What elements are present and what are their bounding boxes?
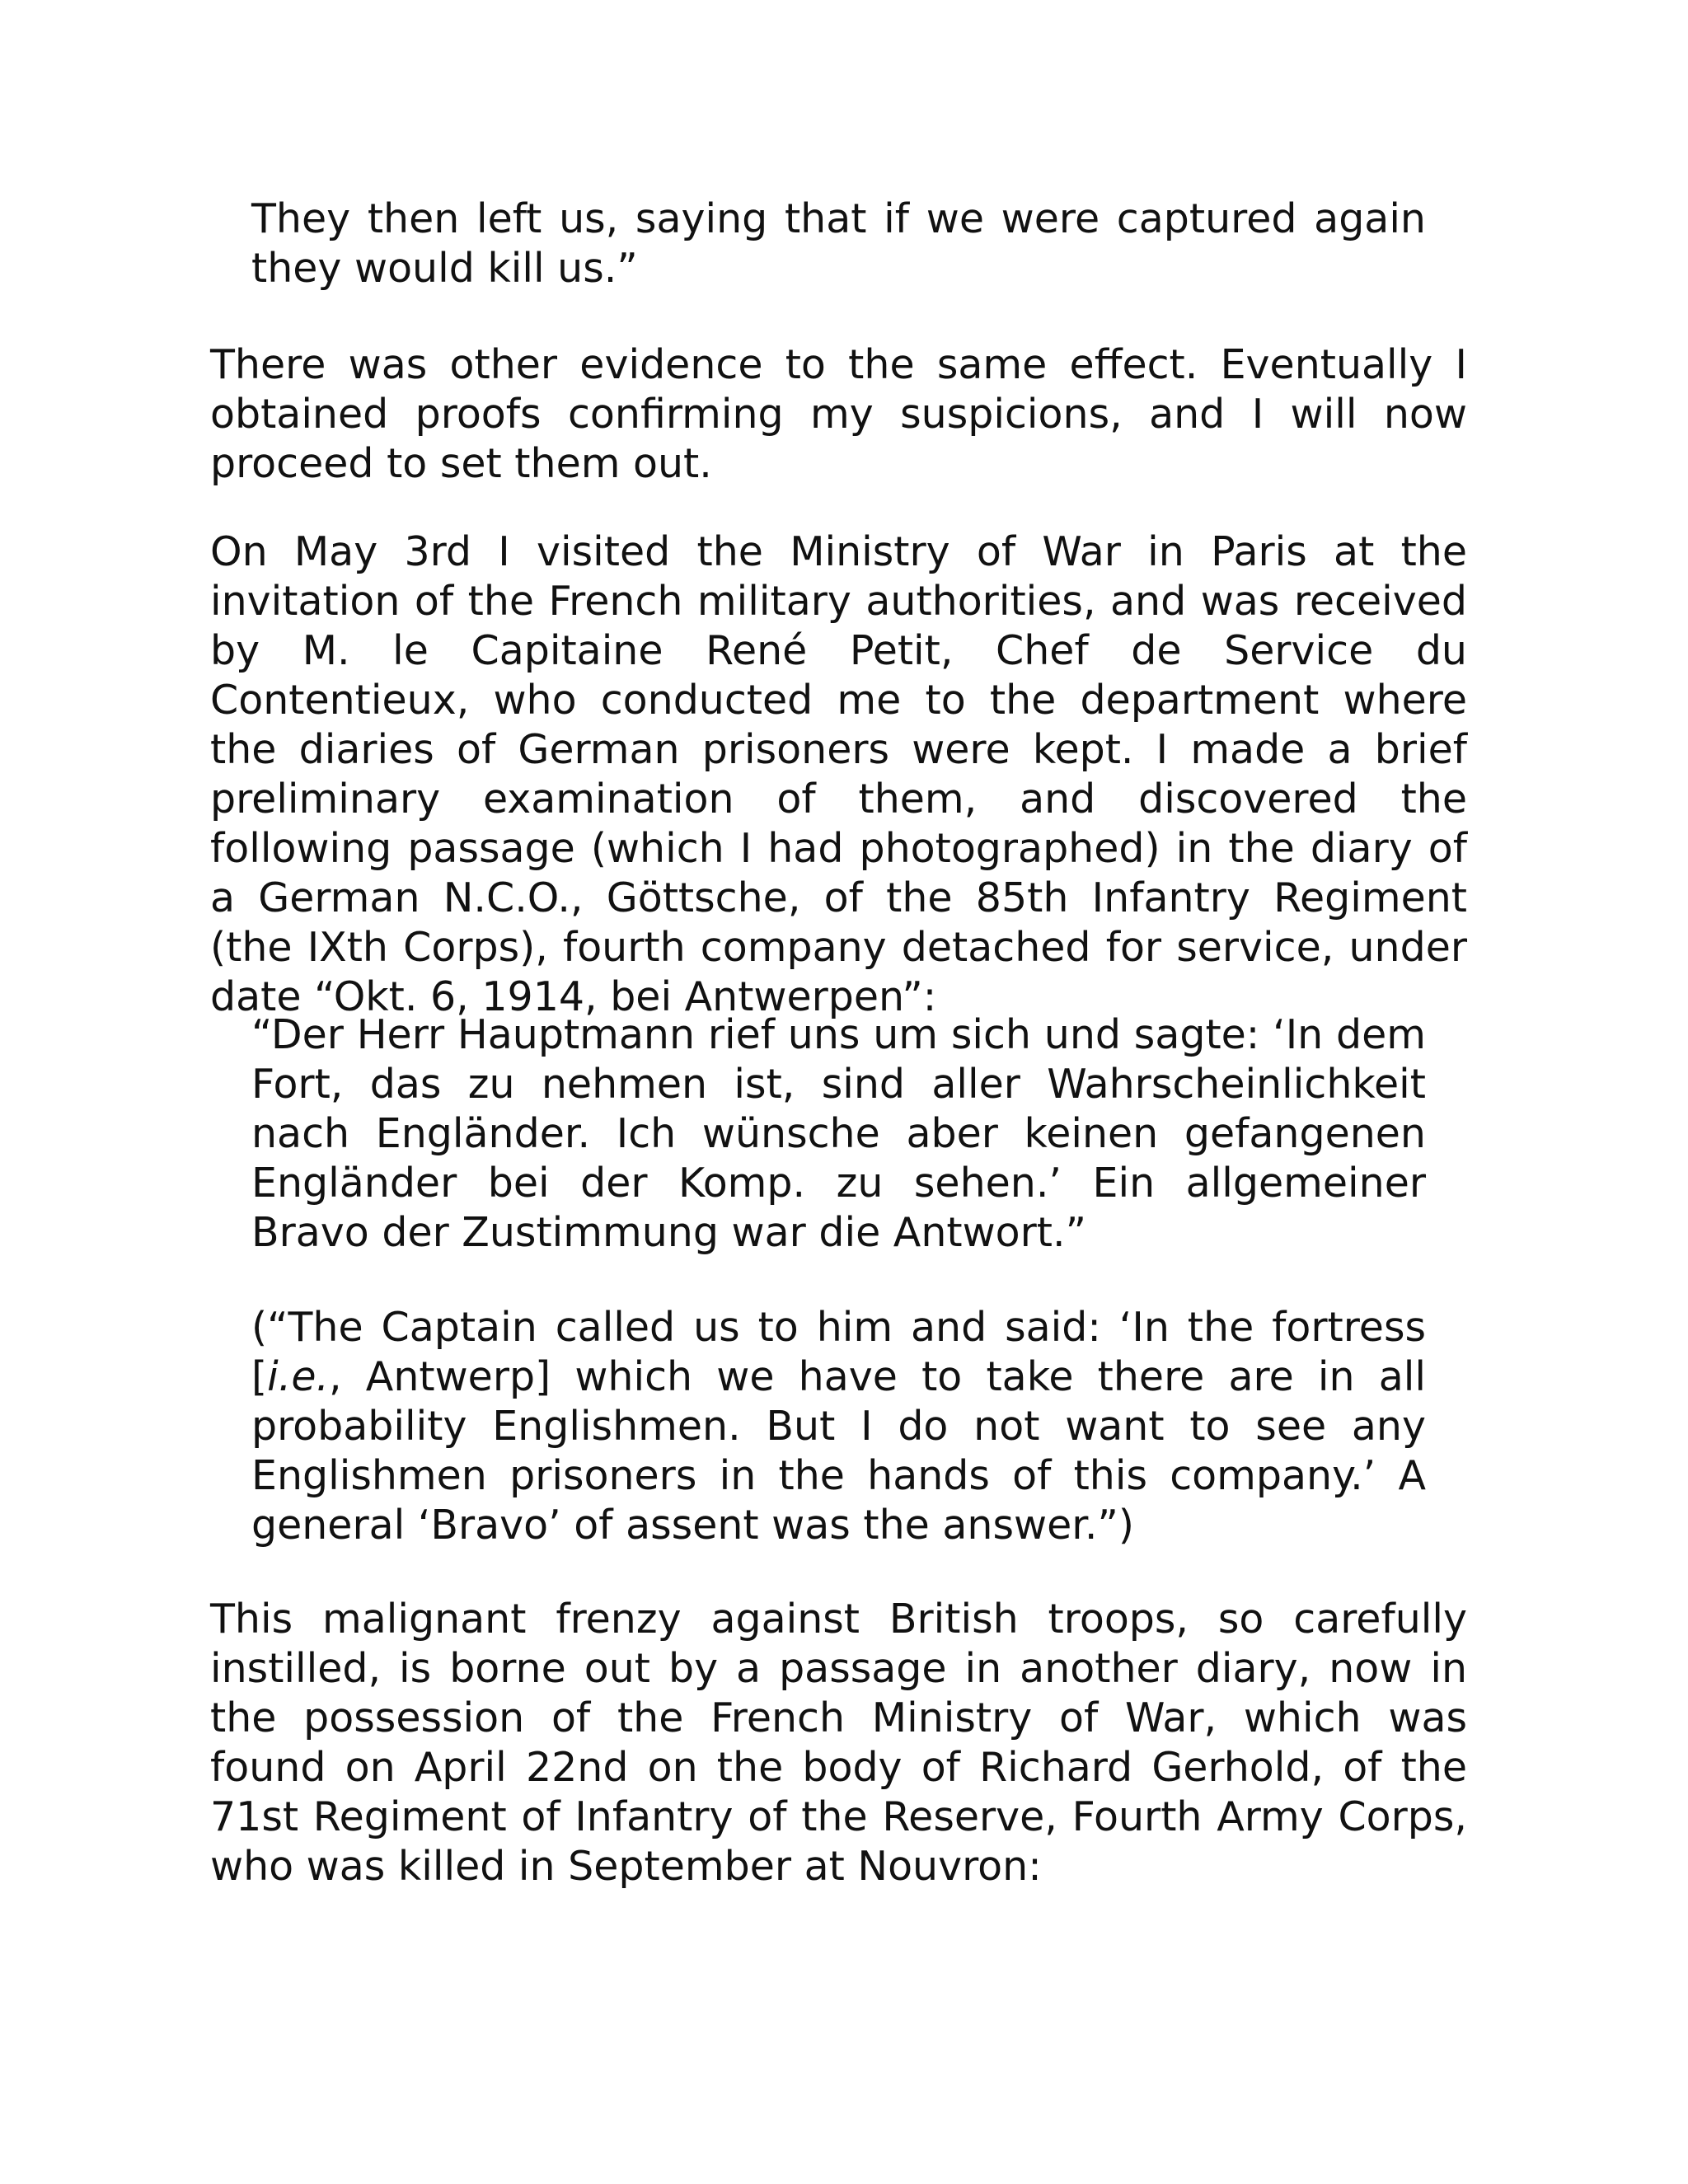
body-paragraph: On May 3rd I visited the Ministry of War in Paris at the invitation of the French military authorities, and was received by M. le Capitaine René Petit, Chef de Service du Contentieux, who conducted me to the department where the diaries of German prisoners were kept. I made a brief preliminary examination of them, and discovered the following passage (which I had photographed) in the diary of a German N.C.O., Göttsche, of the 85th Infantry Regiment (the IXth Corps), fourth company detached for service, under date “Okt. 6, 1914, bei Antwerpen”: [210,528,1467,1020]
translation-text-start: (“The Captain called us to him and said: ‘In the fortress [ [251,1304,1426,1400]
german-quote-paragraph: “Der Herr Hauptmann rief uns um sich und sagte: ‘In dem Fort, das zu nehmen ist, sind aller Wahrscheinlichkeit nach Engländer. Ich wünsche aber keinen gefangenen Engländer bei der Komp. zu sehen.’ Ein allgemeiner Bravo der Zustimmung war die Antwort.” [251,1011,1426,1256]
translation-text-end: , Antwerp] which we have to take there are in all probability Englishmen. But I do not want to see any Englishmen prisoners in the hands of this company.’ A general ‘Bravo’ of assent was the answer.”) [251,1353,1426,1549]
body-paragraph: There was other evidence to the same effect. Eventually I obtained proofs confirming my suspicions, and I will now proceed to set them out. [210,341,1467,487]
translation-italic-ie: i.e. [267,1353,330,1400]
block-quote-paragraph: They then left us, saying that if we were captured again they would kill us.” [251,195,1426,292]
translation-paragraph [251,1303,1426,1550]
body-paragraph: This malignant frenzy against British troops, so carefully instilled, is borne out by a passage in another diary, now in the possession of the French Ministry of War, which was found on April 22nd on the body of Richard Gerhold, of the 71st Regiment of Infantry of the Reserve, Fourth Army Corps, who was killed in September at Nouvron: [210,1596,1467,1890]
